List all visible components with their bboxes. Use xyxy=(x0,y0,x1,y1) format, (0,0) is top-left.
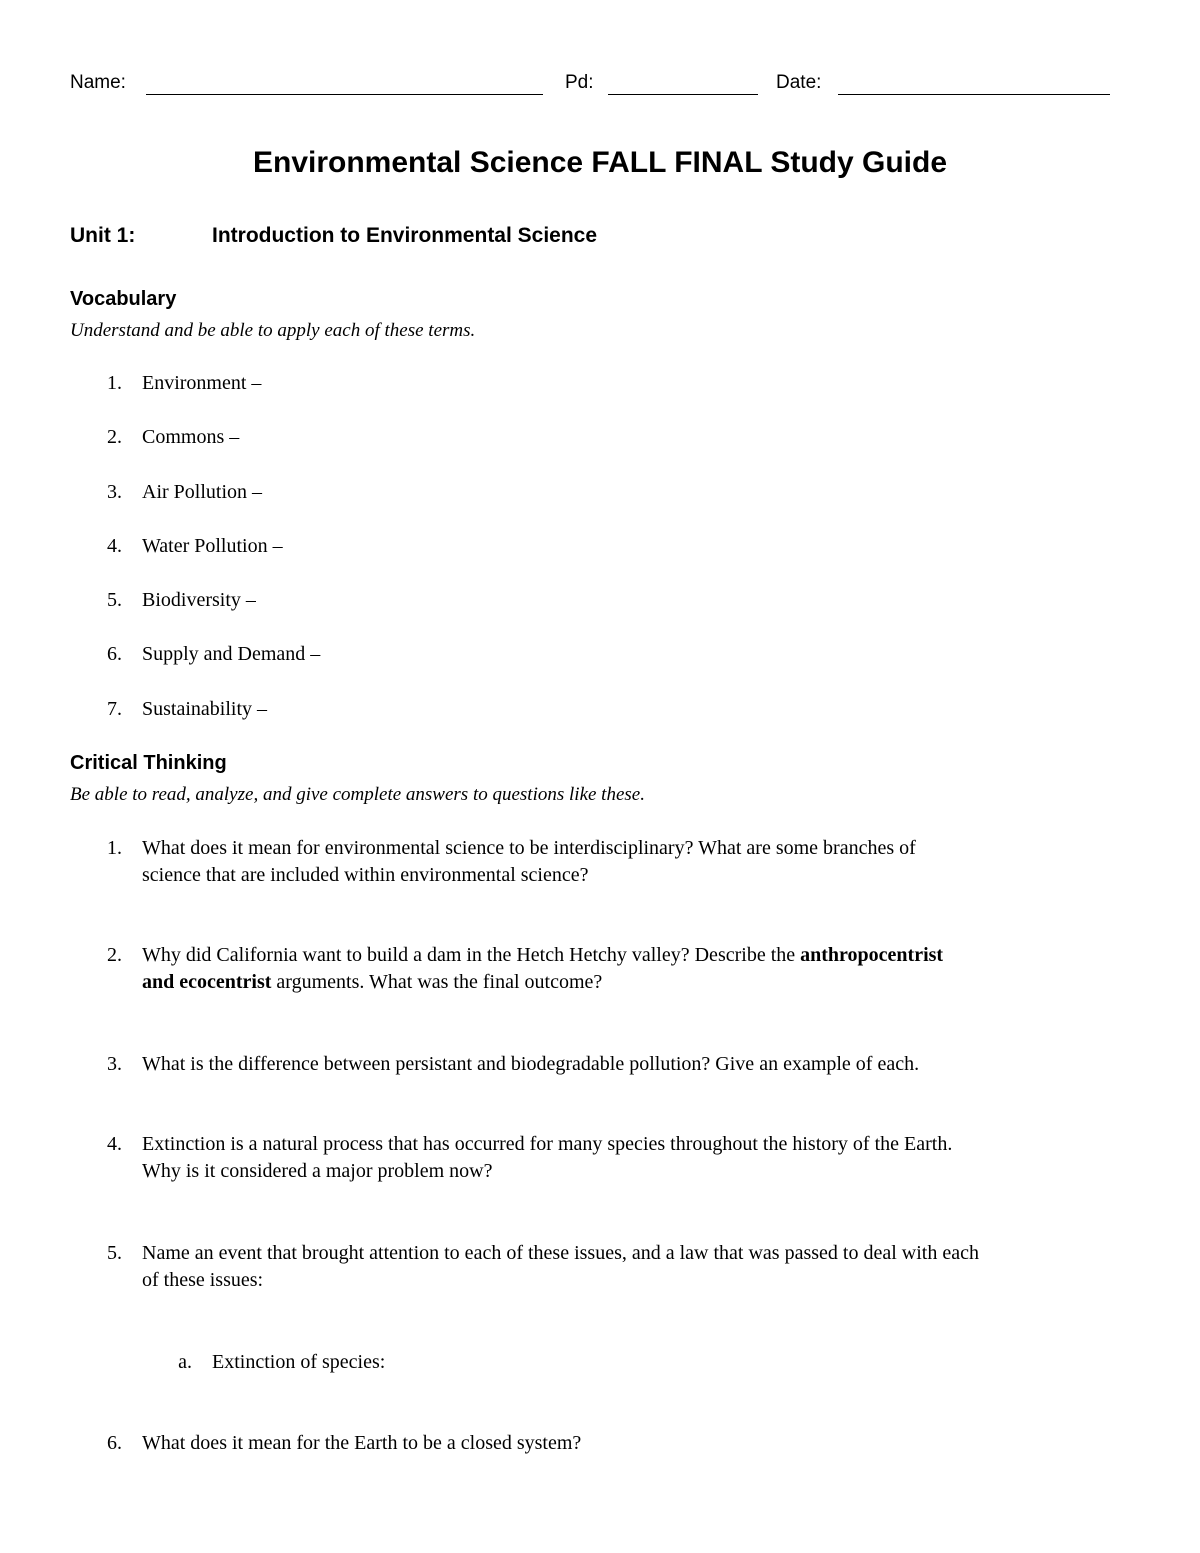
unit-name: Introduction to Environmental Science xyxy=(212,224,598,247)
vocabulary-heading: Vocabulary xyxy=(70,288,177,310)
bold-term: anthropocentrist xyxy=(800,944,944,966)
name-blank-line xyxy=(146,94,543,95)
pd-blank-line xyxy=(608,94,758,95)
name-label: Name: xyxy=(70,72,126,93)
document-page: Name: Pd: Date: Environmental Science FALL FINAL Study Guide Unit 1: Introduction to Environmental Science Vocabulary Understand and be able to apply each of these terms. 1. Environment – 2. Commons – 3. Air Pollution – 4. Water Pollution – 5. Biodiversity – 6. Supply and Demand – 7. Sustainability – Critical Thinking Be able to read, analyze, and give complete answers to questions like these. 1. What does it mean for environmental science to be interdisciplinary? What are some branches of science that are included within environmental science? 2. Why did California want to build a dam in the Hetch Hetchy valley? Describe the anthropocentrist and ecocentrist arguments. What was the final outcome? 3. What is the difference between persistant and biodegradable pollution? Give an example of each. 4. Extinction is a natural process that has occurred for many species throughout the history of the Earth. Why is it considered a major problem now? 5. Name an event that brought attention to each of these issues, and a law that was passed to deal with each of these issues: a. Extinction of species: 6. What does it mean for the Earth to be a closed system? xyxy=(0,0,1200,1553)
header-row xyxy=(70,72,1110,102)
date-label: Date: xyxy=(776,72,822,93)
pd-label: Pd: xyxy=(565,72,594,93)
unit-number: Unit 1: xyxy=(70,224,136,247)
page-title: Environmental Science FALL FINAL Study Guide xyxy=(252,146,947,179)
critical-thinking-heading: Critical Thinking xyxy=(70,752,227,774)
date-blank-line xyxy=(838,94,1110,95)
vocabulary-instructions: Understand and be able to apply each of these terms. xyxy=(70,320,476,341)
critical-thinking-instructions: Be able to read, analyze, and give complete answers to questions like these. xyxy=(70,784,645,805)
bold-term: and ecocentrist xyxy=(142,971,272,993)
